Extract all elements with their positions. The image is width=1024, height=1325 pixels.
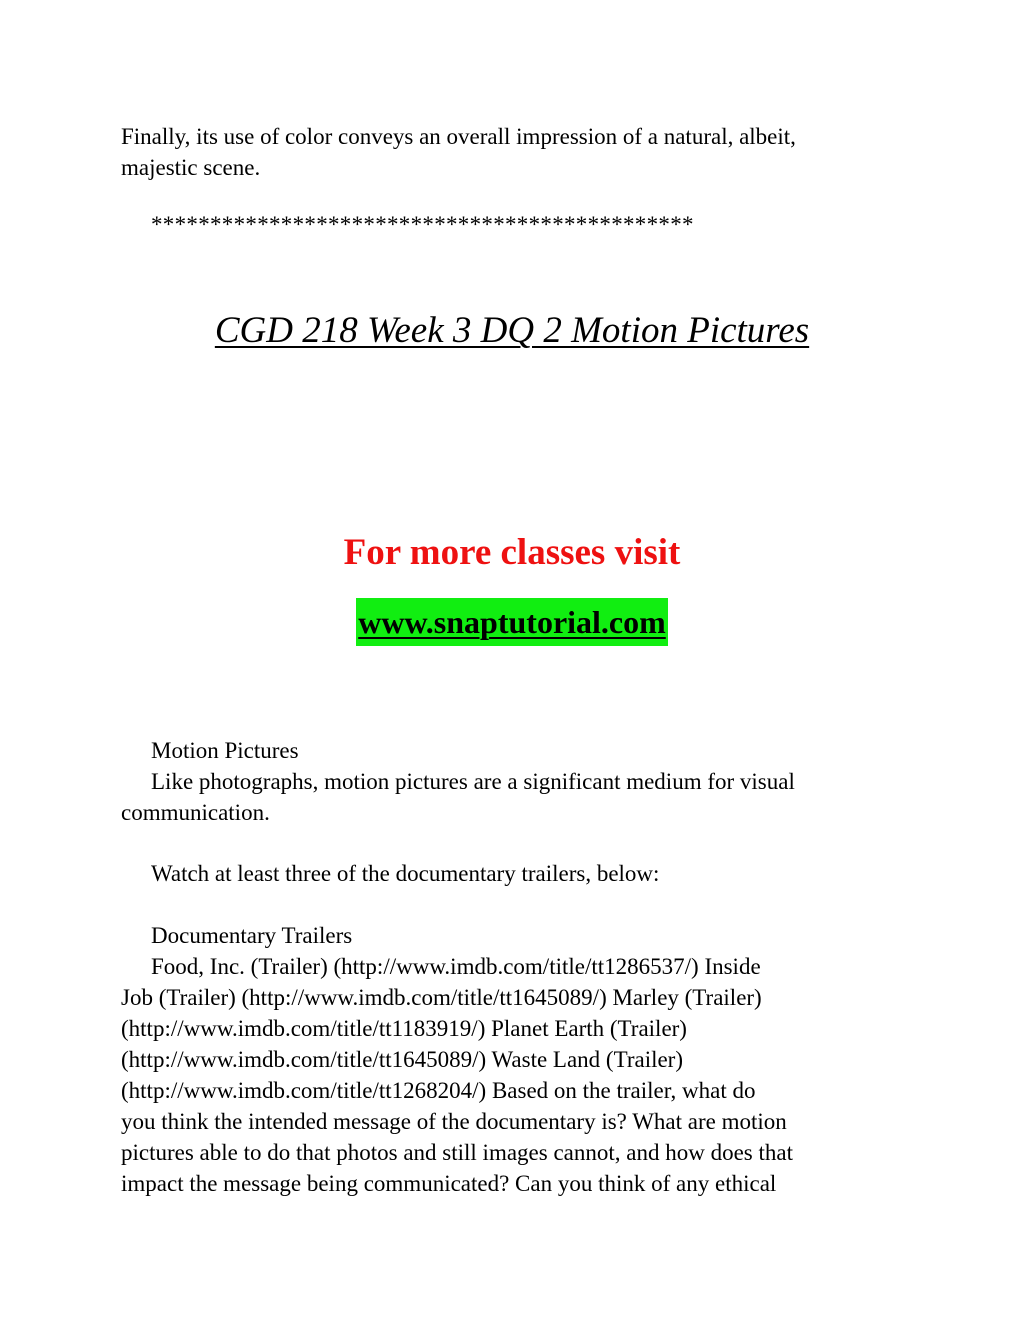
trailers-line: you think the intended message of the documentary is? What are motion [121, 1109, 787, 1134]
motion-pictures-section [121, 735, 921, 828]
separator: ********************************************** [151, 212, 694, 237]
para1-line-2: communication. [121, 800, 270, 825]
trailers-line: (http://www.imdb.com/title/tt1645089/) Waste Land (Trailer) [121, 1047, 683, 1072]
trailers-line: (http://www.imdb.com/title/tt1268204/) Based on the trailer, what do [121, 1078, 756, 1103]
intro-paragraph [121, 121, 921, 183]
promo-link[interactable]: www.snaptutorial.com [356, 598, 668, 646]
trailers-title: Documentary Trailers [151, 923, 353, 948]
trailers-line: Food, Inc. (Trailer) (http://www.imdb.com/title/tt1286537/) Inside [151, 954, 761, 979]
section-title: Motion Pictures [151, 738, 299, 763]
intro-line-2: majestic scene. [121, 155, 261, 180]
trailers-line: (http://www.imdb.com/title/tt1183919/) Planet Earth (Trailer) [121, 1016, 687, 1041]
para2: Watch at least three of the documentary trailers, below: [151, 861, 660, 886]
promo-link-wrapper [0, 598, 1024, 646]
page-title [0, 306, 1024, 356]
para1-line-1: Like photographs, motion pictures are a significant medium for visual [151, 769, 795, 794]
trailers-section [121, 920, 921, 1199]
intro-line-1: Finally, its use of color conveys an overall impression of a natural, albeit, [121, 124, 796, 149]
instruction-paragraph [121, 858, 921, 889]
promo-text: For more classes visit [343, 532, 681, 573]
trailers-line: pictures able to do that photos and still images cannot, and how does that [121, 1140, 793, 1165]
trailers-line: impact the message being communicated? Can you think of any ethical [121, 1171, 777, 1196]
page-title-text: CGD 218 Week 3 DQ 2 Motion Pictures [214, 310, 810, 351]
trailers-line: Job (Trailer) (http://www.imdb.com/title/tt1645089/) Marley (Trailer) [121, 985, 762, 1010]
